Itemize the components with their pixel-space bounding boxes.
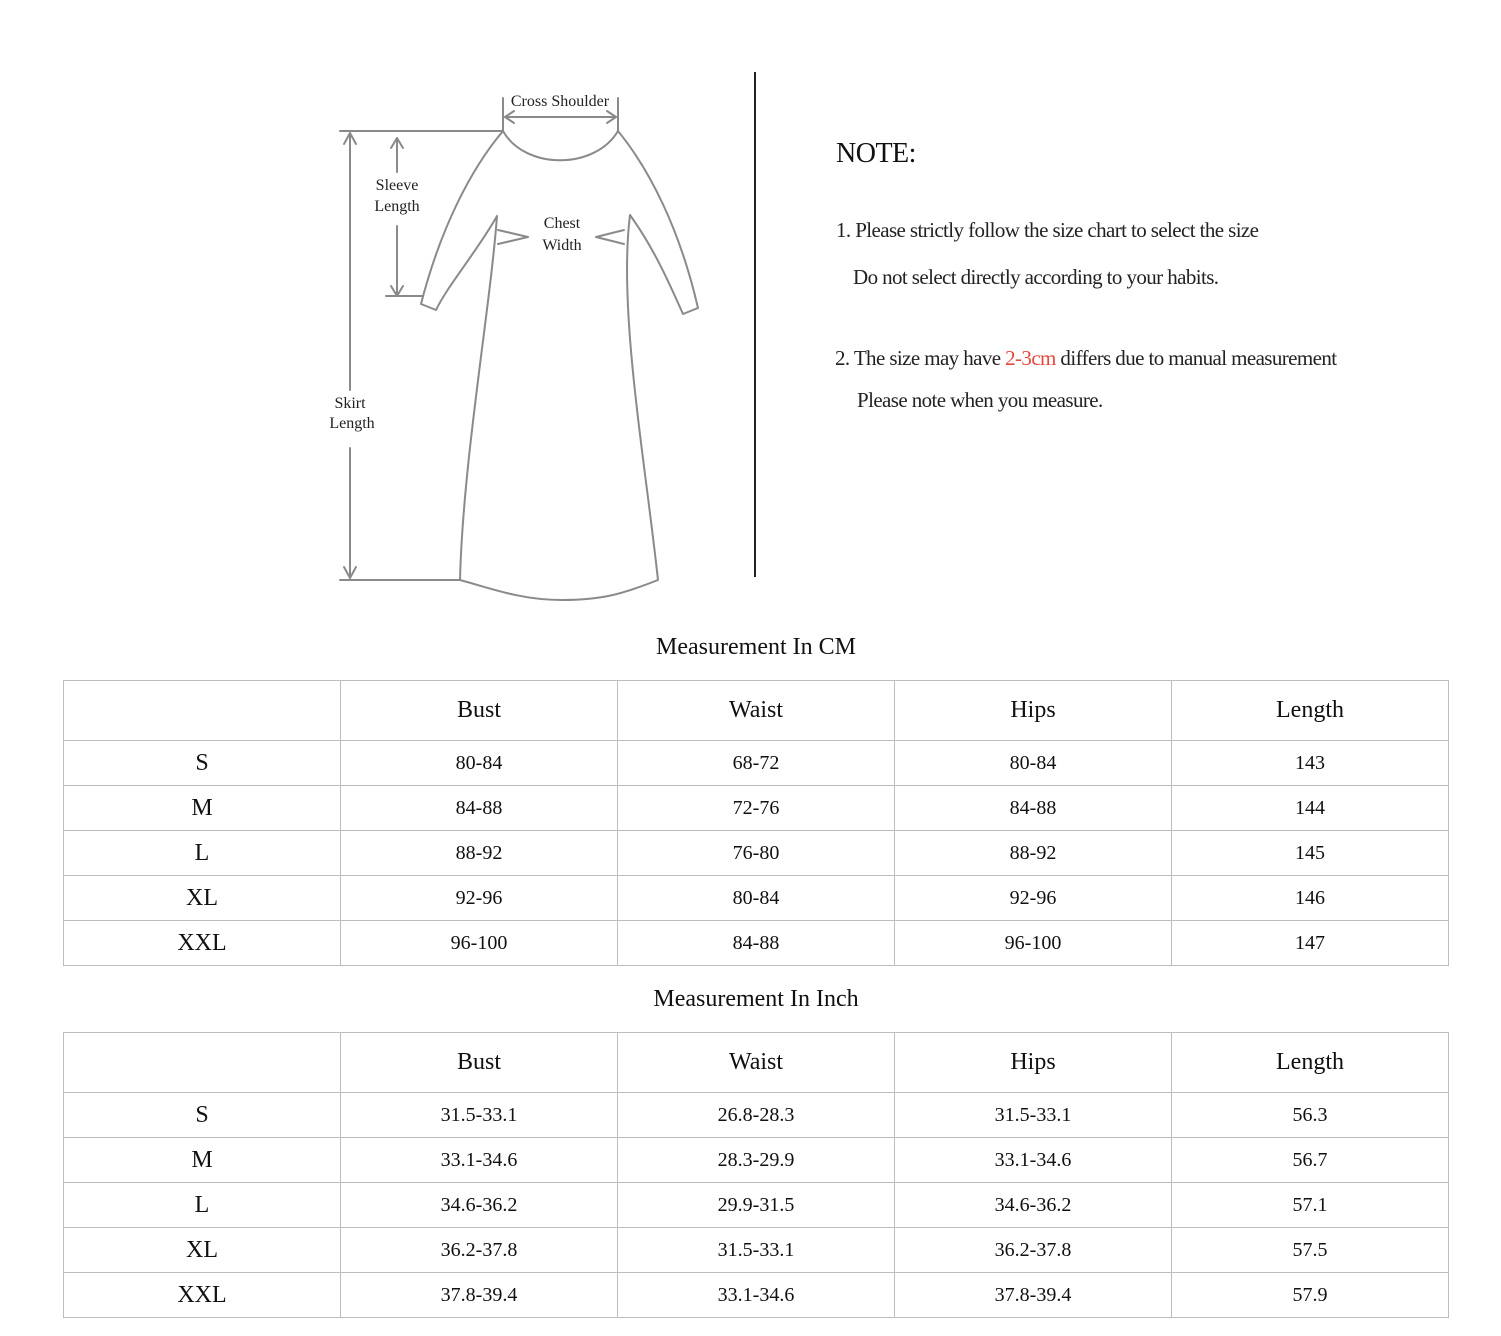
value-cell: 28.3-29.9	[618, 1138, 895, 1183]
size-cell: L	[64, 831, 341, 876]
table-row	[64, 1138, 1449, 1183]
sleeve-length-label-2: Length	[374, 198, 420, 215]
table-row	[64, 1093, 1449, 1138]
value-cell: 144	[1172, 786, 1449, 831]
value-cell: 33.1-34.6	[341, 1138, 618, 1183]
value-cell: 96-100	[895, 921, 1172, 966]
header-cell	[64, 1033, 341, 1093]
chest-width-label-1: Chest	[543, 215, 581, 232]
value-cell: 56.3	[1172, 1093, 1449, 1138]
table-row	[64, 1183, 1449, 1228]
value-cell: 36.2-37.8	[895, 1228, 1172, 1273]
size-cell: M	[64, 786, 341, 831]
inch-table-title: Measurement In Inch	[653, 986, 859, 1012]
header-cell: Waist	[618, 681, 895, 741]
header-cell: Length	[1172, 1033, 1449, 1093]
table-header-row	[64, 1033, 1449, 1093]
skirt-length-label-2: Length	[329, 415, 375, 432]
value-cell: 84-88	[895, 786, 1172, 831]
value-cell: 145	[1172, 831, 1449, 876]
value-cell: 36.2-37.8	[341, 1228, 618, 1273]
value-cell: 26.8-28.3	[618, 1093, 895, 1138]
value-cell: 80-84	[895, 741, 1172, 786]
value-cell: 57.5	[1172, 1228, 1449, 1273]
value-cell: 34.6-36.2	[341, 1183, 618, 1228]
value-cell: 37.8-39.4	[895, 1273, 1172, 1318]
note-item-2-line-2: Please note when you measure.	[857, 388, 1103, 412]
table-row	[64, 921, 1449, 966]
header-cell: Bust	[341, 1033, 618, 1093]
value-cell: 33.1-34.6	[618, 1273, 895, 1318]
inch-size-table	[63, 1032, 1449, 1318]
size-cell: XL	[64, 1228, 341, 1273]
value-cell: 34.6-36.2	[895, 1183, 1172, 1228]
sleeve-length-label-1: Sleeve	[375, 177, 419, 194]
value-cell: 31.5-33.1	[341, 1093, 618, 1138]
value-cell: 96-100	[341, 921, 618, 966]
dress-measurement-diagram	[300, 60, 740, 610]
size-cell: XXL	[64, 1273, 341, 1318]
value-cell: 57.1	[1172, 1183, 1449, 1228]
value-cell: 80-84	[618, 876, 895, 921]
table-header-row	[64, 681, 1449, 741]
table-row	[64, 876, 1449, 921]
value-cell: 31.5-33.1	[895, 1093, 1172, 1138]
table-row	[64, 786, 1449, 831]
note-title: NOTE:	[836, 138, 916, 169]
cm-size-table	[63, 680, 1449, 966]
note-item-1-line-1: 1. Please strictly follow the size chart to select the size	[836, 218, 1259, 242]
table-row	[64, 1228, 1449, 1273]
size-cell: S	[64, 1093, 341, 1138]
value-cell: 88-92	[895, 831, 1172, 876]
value-cell: 33.1-34.6	[895, 1138, 1172, 1183]
size-cell: L	[64, 1183, 341, 1228]
note-item-2-line-1	[835, 346, 1336, 371]
note-item-2-prefix: 2. The size may have	[835, 346, 1006, 370]
header-cell: Bust	[341, 681, 618, 741]
value-cell: 84-88	[341, 786, 618, 831]
dress-outline	[421, 131, 698, 600]
skirt-length-label-1: Skirt	[334, 395, 366, 412]
value-cell: 146	[1172, 876, 1449, 921]
value-cell: 56.7	[1172, 1138, 1449, 1183]
value-cell: 84-88	[618, 921, 895, 966]
value-cell: 80-84	[341, 741, 618, 786]
note-item-2-suffix: differs due to manual measurement	[1055, 346, 1337, 370]
value-cell: 37.8-39.4	[341, 1273, 618, 1318]
cm-table-title: Measurement In CM	[656, 634, 856, 660]
header-cell: Waist	[618, 1033, 895, 1093]
table-row	[64, 741, 1449, 786]
vertical-divider	[754, 72, 756, 577]
value-cell: 72-76	[618, 786, 895, 831]
value-cell: 147	[1172, 921, 1449, 966]
header-cell: Hips	[895, 1033, 1172, 1093]
value-cell: 88-92	[341, 831, 618, 876]
value-cell: 68-72	[618, 741, 895, 786]
value-cell: 57.9	[1172, 1273, 1449, 1318]
table-row	[64, 831, 1449, 876]
header-cell: Length	[1172, 681, 1449, 741]
cross-shoulder-label: Cross Shoulder	[510, 93, 610, 110]
value-cell: 92-96	[895, 876, 1172, 921]
value-cell: 29.9-31.5	[618, 1183, 895, 1228]
value-cell: 31.5-33.1	[618, 1228, 895, 1273]
value-cell: 92-96	[341, 876, 618, 921]
value-cell: 76-80	[618, 831, 895, 876]
chest-width-label-2: Width	[542, 237, 582, 254]
note-item-1-line-2: Do not select directly according to your habits.	[853, 265, 1219, 289]
size-cell: M	[64, 1138, 341, 1183]
table-row	[64, 1273, 1449, 1318]
value-cell: 143	[1172, 741, 1449, 786]
note-item-2-highlight: 2-3cm	[1005, 346, 1056, 370]
size-cell: XL	[64, 876, 341, 921]
header-cell	[64, 681, 341, 741]
size-cell: XXL	[64, 921, 341, 966]
header-cell: Hips	[895, 681, 1172, 741]
size-cell: S	[64, 741, 341, 786]
